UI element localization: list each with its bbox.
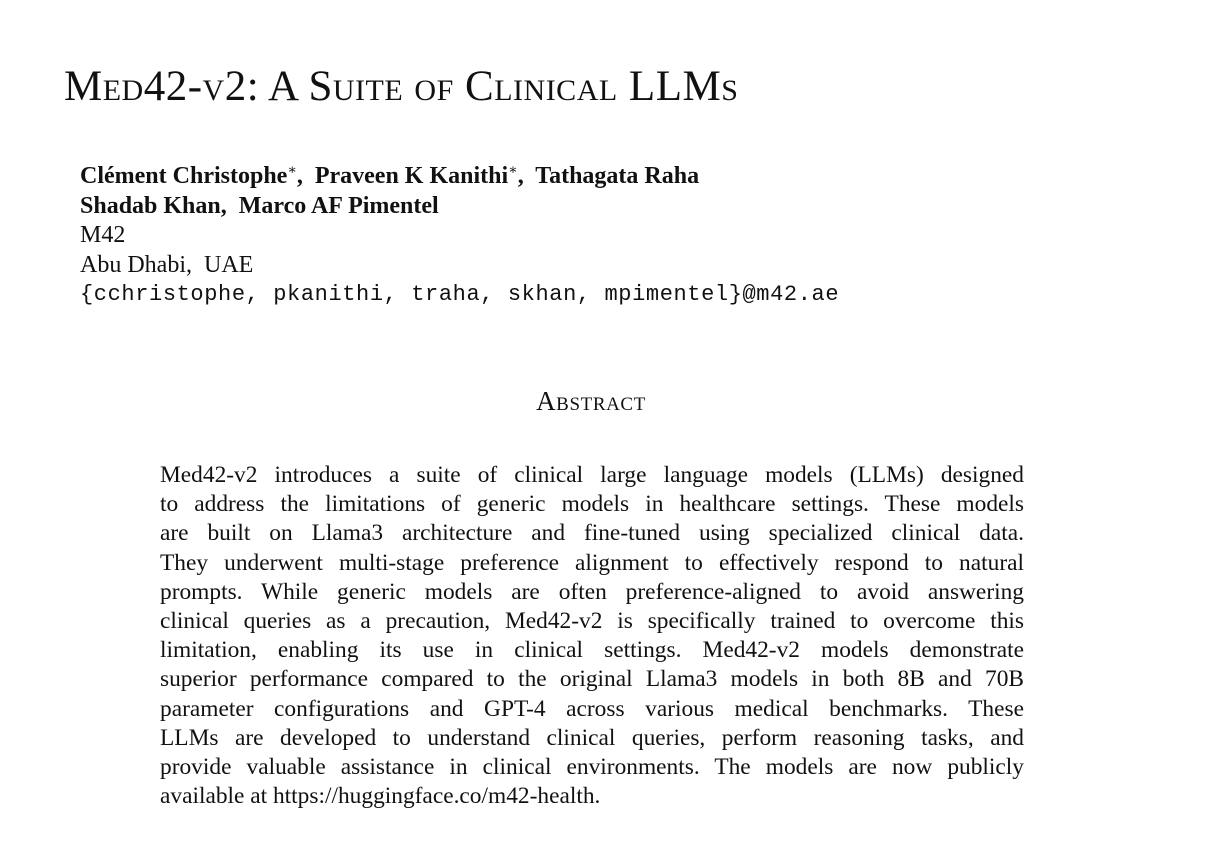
- abstract-line: parameter configurations and GPT-4 across various medical benchmarks. These: [160, 695, 1024, 722]
- abstract-line: prompts. While generic models are often preference-aligned to avoid answering: [160, 578, 1024, 605]
- equal-contribution-mark: ∗: [508, 163, 518, 178]
- abstract-line: are built on Llama3 architecture and fine-tuned using specialized clinical data.: [160, 520, 1024, 547]
- paper-title: Med42-v2: A Suite of Clinical LLMs: [64, 63, 739, 110]
- affiliation-location: Abu Dhabi, UAE: [80, 251, 254, 278]
- abstract-line: to address the limitations of generic models in healthcare settings. These models: [160, 491, 1024, 518]
- author-block: [80, 162, 839, 310]
- author-line-1: Clément Christophe∗, Praveen K Kanithi∗, Tathagata Raha: [80, 163, 700, 189]
- author-name: Clément Christophe: [80, 163, 288, 189]
- abstract-line: They underwent multi-stage preference alignment to effectively respond to natural: [160, 549, 1024, 576]
- abstract-line: LLMs are developed to understand clinical queries, perform reasoning tasks, and: [160, 724, 1024, 751]
- author-emails: {cchristophe, pkanithi, traha, skhan, mpimentel}@m42.ae: [80, 282, 840, 307]
- abstract-line: superior performance compared to the original Llama3 models in both 8B and 70B: [160, 666, 1024, 693]
- abstract-line: available at https://huggingface.co/m42-health.: [160, 783, 601, 810]
- author-name: Marco AF Pimentel: [238, 192, 439, 219]
- affiliation-org: M42: [80, 222, 126, 248]
- author-name: Praveen K Kanithi: [314, 163, 509, 189]
- abstract-heading: Abstract: [536, 386, 646, 416]
- abstract-line: clinical queries as a precaution, Med42-v2 is specifically trained to overcome this: [160, 608, 1024, 635]
- author-line-2: Shadab Khan, Marco AF Pimentel: [80, 192, 439, 219]
- abstract-line: limitation, enabling its use in clinical settings. Med42-v2 models demonstrate: [160, 637, 1024, 664]
- abstract-body: [160, 461, 1024, 811]
- author-name: Shadab Khan: [80, 192, 221, 219]
- equal-contribution-mark: ∗: [287, 163, 297, 178]
- abstract-line: provide valuable assistance in clinical environments. The models are now publicly: [160, 754, 1024, 781]
- abstract-line: Med42-v2 introduces a suite of clinical large language models (LLMs) designed: [160, 462, 1024, 488]
- author-name: Tathagata Raha: [535, 163, 700, 189]
